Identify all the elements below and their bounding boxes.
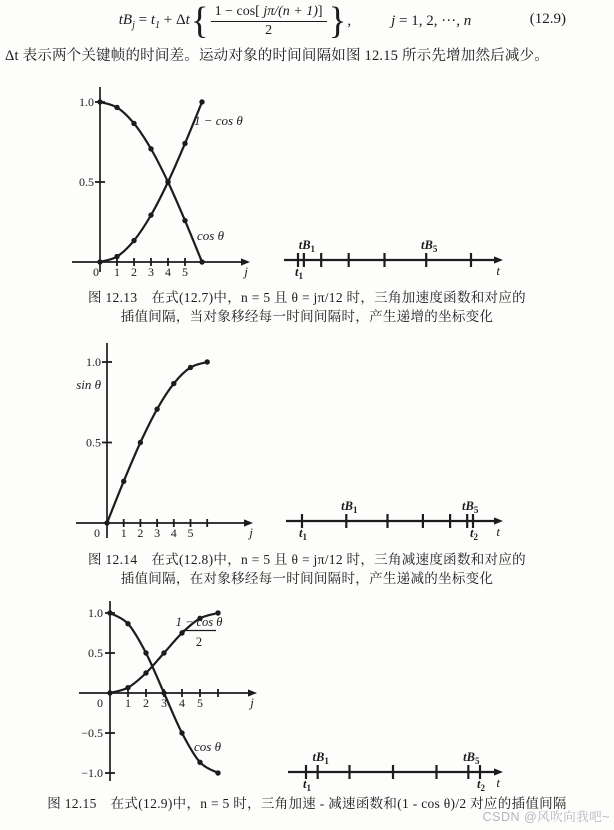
close-brace: } [328, 0, 347, 42]
open-brace: { [190, 0, 209, 42]
svg-text:t1: $t_1$ [299, 526, 307, 542]
fig-12-13-timeline [284, 238, 503, 281]
svg-text:j: j [244, 264, 248, 279]
svg-text:2: 2 [195, 635, 203, 649]
svg-text:2: 2 [131, 265, 137, 279]
equation-number: (12.9) [529, 11, 566, 27]
svg-text:3: 3 [154, 526, 161, 540]
svg-text:1 − cos θ: 1 − cos θ [175, 615, 223, 629]
fig-12-15-plot [79, 601, 257, 781]
caption-text: 在式(12.8)中，n = 5 且 θ = jπ/12 时，三角减速度函数和对应的 [151, 552, 526, 567]
svg-text:2: 2 [143, 696, 149, 710]
svg-text:t: t [496, 263, 500, 278]
svg-text:tB5: $tB_5$ [421, 238, 438, 254]
svg-text:tB5: $tB_5$ [463, 750, 480, 766]
svg-text:4: 4 [165, 265, 171, 279]
svg-text:1.0: 1.0 [79, 95, 94, 109]
svg-text:t1: $t_1$ [303, 777, 311, 793]
svg-text:tB1: $tB_1$ [341, 499, 358, 515]
svg-text:1.0: 1.0 [88, 606, 103, 620]
caption-line-1 [0, 289, 614, 308]
figure-label: 图 12.15 [47, 796, 97, 811]
svg-text:t: t [496, 524, 500, 539]
body-paragraph: Δt 表示两个关键帧的时间差。运动对象的时间间隔如图 12.15 所示先增加然后减少。 [5, 48, 549, 64]
fig-12-14-plot [76, 343, 253, 540]
svg-text:2: 2 [137, 526, 144, 540]
fig-12-13-plot [72, 87, 250, 279]
caption-text: 插值间隔，当对象移经每一时间间隔时，产生递增的坐标变化 [120, 308, 494, 324]
svg-text:0: 0 [94, 526, 100, 540]
svg-text:tB1: $tB_1$ [312, 750, 329, 766]
caption-line-2 [0, 570, 614, 589]
fig-12-14-caption [0, 551, 614, 588]
svg-text:4: 4 [179, 696, 185, 710]
watermark: CSDN @风吹向我吧~ [482, 810, 610, 824]
svg-text:0.5: 0.5 [88, 646, 103, 660]
equation-comma: , [347, 12, 352, 29]
caption-line-1 [0, 551, 614, 570]
figure-label: 图 12.13 [88, 290, 138, 305]
fig-12-13-caption [0, 289, 614, 326]
equation-condition: j = 1, 2, ···, n [391, 12, 472, 29]
svg-text:t2: $t_2$ [477, 777, 485, 793]
svg-text:tB1: $tB_1$ [298, 238, 316, 254]
fraction-numerator: 1 − cos[ jπ/(n + 1)] [211, 4, 327, 22]
figure-label: 图 12.14 [88, 552, 138, 567]
svg-text:0.5: 0.5 [86, 435, 101, 450]
svg-text:j: j [250, 695, 254, 710]
svg-text:5: 5 [197, 696, 203, 710]
svg-text:sin θ: sin θ [76, 377, 101, 392]
caption-text: 在式(12.7)中，n = 5 且 θ = jπ/12 时，三角加速度函数和对应的 [151, 290, 526, 305]
svg-text:5: 5 [187, 526, 194, 540]
fig-12-15-timeline [288, 750, 503, 793]
svg-text:tB5: $tB_5$ [462, 499, 479, 515]
svg-text:1.0: 1.0 [86, 355, 101, 369]
svg-text:cos θ: cos θ [194, 739, 221, 754]
svg-text:0.5: 0.5 [79, 175, 94, 189]
svg-text:t1: $t_1$ [295, 265, 303, 281]
svg-text:0: 0 [97, 696, 103, 710]
svg-text:0: 0 [93, 265, 99, 279]
svg-text:1: 1 [114, 265, 120, 279]
svg-text:t: t [496, 775, 500, 790]
svg-text:j: j [249, 525, 253, 540]
svg-text:1 − cos θ: 1 − cos θ [194, 113, 243, 128]
caption-text: 在式(12.9)中，n = 5 时，三角加速 - 减速函数和(1 - cos θ)/2 对应的插值间隔 [110, 796, 567, 811]
svg-text:cos θ: cos θ [197, 228, 224, 243]
svg-text:3: 3 [161, 696, 167, 710]
equation-lhs: $tB_j = t_1 + \Delta t$ [118, 11, 190, 31]
fraction-denominator: 2 [265, 22, 273, 38]
svg-text:−0.5: −0.5 [81, 726, 103, 740]
svg-text:1: 1 [125, 696, 131, 710]
svg-text:5: 5 [182, 265, 188, 279]
fig-12-14-timeline [286, 499, 503, 542]
svg-text:3: 3 [148, 265, 154, 279]
caption-line-2 [0, 308, 614, 327]
svg-text:1: 1 [120, 526, 127, 540]
svg-text:t2: $t_2$ [470, 526, 478, 542]
svg-text:−1.0: −1.0 [81, 766, 103, 780]
caption-text: 插值间隔，在对象移经每一时间间隔时，产生递减的坐标变化 [120, 570, 494, 586]
svg-text:4: 4 [170, 526, 177, 540]
